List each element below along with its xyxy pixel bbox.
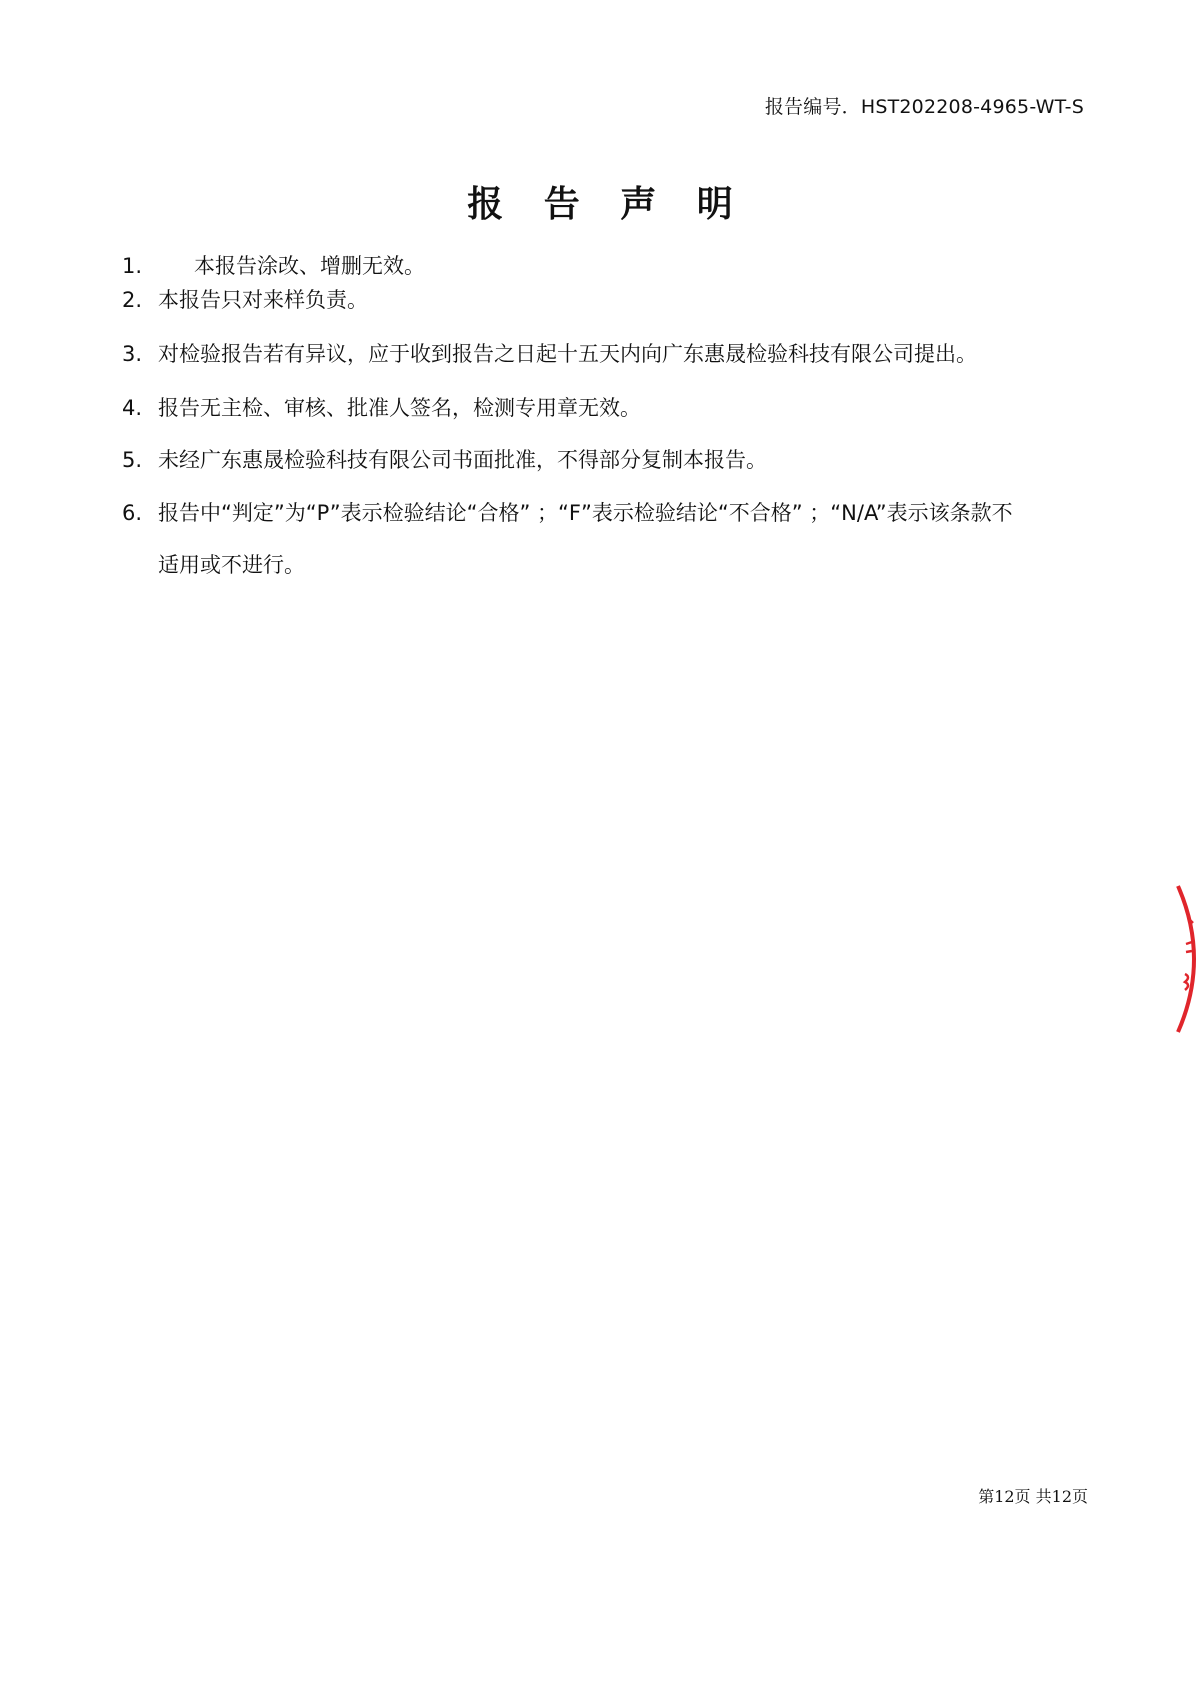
statement-number: 6. [122, 501, 143, 525]
statement-continuation: 适用或不进行。 [158, 553, 305, 577]
statement-item [122, 499, 1013, 527]
statement-text: 未经广东惠晟检验科技有限公司书面批准，不得部分复制本报告。 [158, 448, 767, 472]
statement-item [122, 340, 977, 368]
statement-number: 4. [122, 396, 143, 420]
statement-number: 1. [122, 254, 143, 278]
statement-item [122, 446, 767, 474]
statement-number: 2. [122, 288, 143, 312]
statement-item [122, 394, 641, 422]
statement-text: 报告中“判定”为“P”表示检验结论“合格” ；“F”表示检验结论“不合格” ；“N/A”表示该条款不 [158, 501, 1013, 525]
statement-text: 对检验报告若有异议，应于收到报告之日起十五天内向广东惠晟检验科技有限公司提出。 [158, 342, 977, 366]
statement-text: 本报告涂改、增删无效。 [194, 254, 425, 278]
statement-text: 报告无主检、审核、批准人签名，检测专用章无效。 [158, 396, 641, 420]
seal-stamp-icon [1176, 884, 1200, 1034]
page-title: 报 告 声 明 [467, 184, 747, 225]
seal-ring [1178, 886, 1194, 1032]
statement-number: 5. [122, 448, 143, 472]
statement-number: 3. [122, 342, 143, 366]
statement-item [122, 252, 425, 280]
page-footer: 第12页 共12页 [978, 1487, 1088, 1506]
seal-mark [1185, 974, 1188, 990]
report-number: 报告编号．HST202208-4965-WT-S [764, 96, 1084, 118]
statement-item [122, 286, 368, 314]
statement-text: 本报告只对来样负责。 [158, 288, 368, 312]
seal-mark [1186, 942, 1192, 952]
